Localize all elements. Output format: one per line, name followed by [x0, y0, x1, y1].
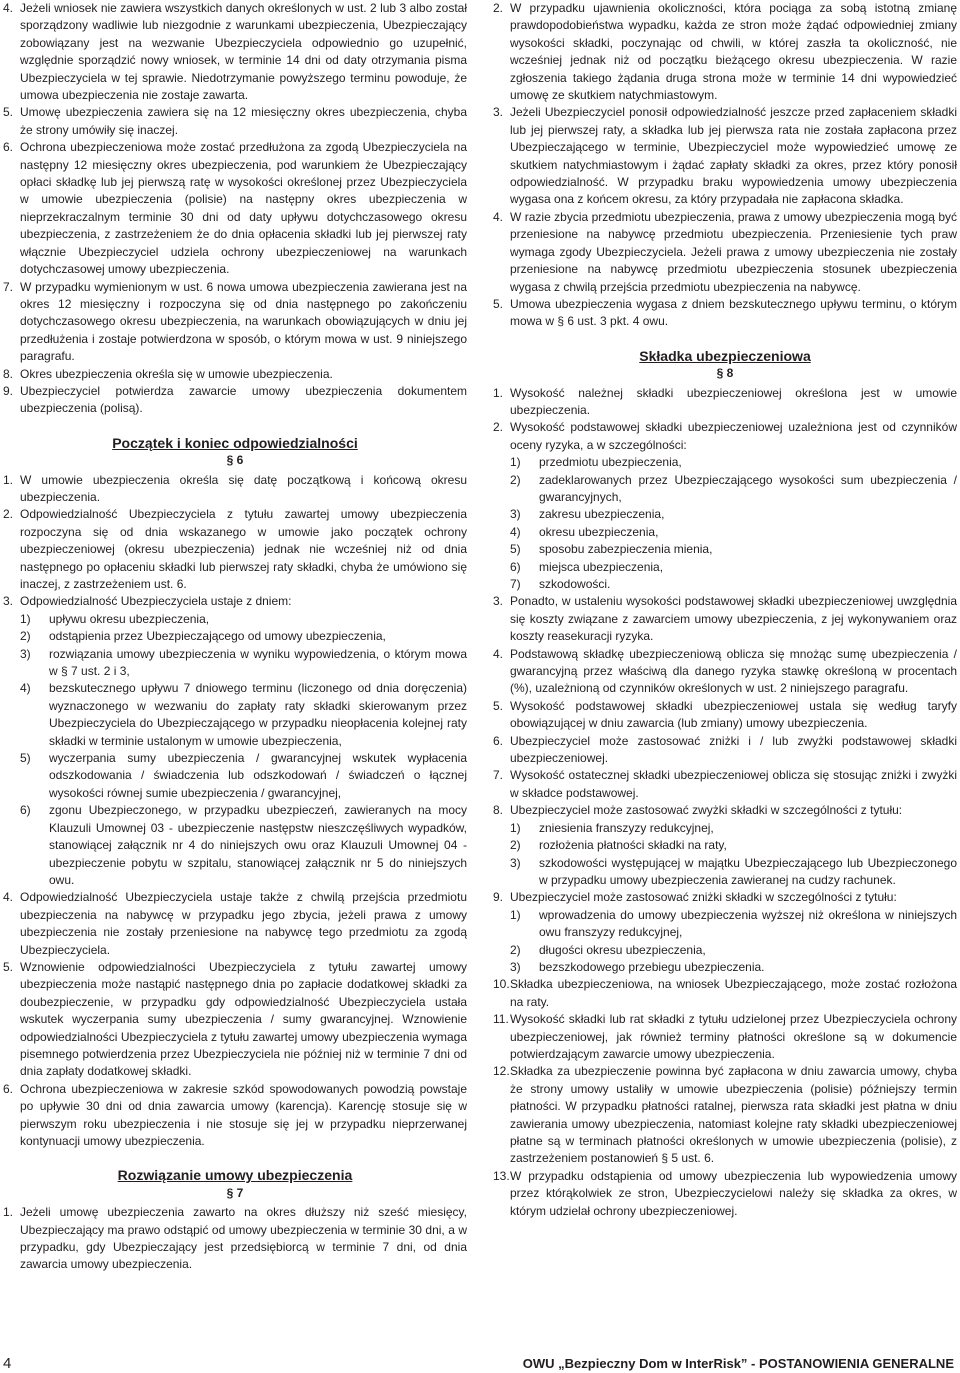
sub-item [3, 750, 467, 802]
list-item [3, 279, 467, 366]
item-number: 13. [493, 1168, 510, 1183]
sub-item [493, 559, 957, 576]
section-title: Rozwiązanie umowy ubezpieczenia [117, 1167, 353, 1184]
item-number: 5. [493, 698, 504, 713]
item-number: 6. [493, 733, 504, 748]
item-text: Jeżeli umowę ubezpieczenia zawarto na okres dłuższy niż sześć miesięcy, Ubezpieczający ma prawo odstąpić od umowy ubezpieczenia w terminie 30 dni, a w przypadku, gdy Ubezpieczający jest przedsiębiorcą w terminie 7 dni, od dnia zawarcia umowy ubezpieczenia. [20, 1205, 467, 1272]
item-text: długości okresu ubezpieczenia, [539, 942, 706, 957]
item-text: Wysokość ostatecznej składki ubezpieczeniowej oblicza się stosując zniżki i zwyżki w składce podstawowej. [510, 768, 957, 800]
item-number: 7) [510, 577, 521, 591]
item-number: 8. [3, 366, 14, 381]
item-number: 7. [493, 768, 504, 783]
sub-item [3, 611, 467, 628]
list-item [3, 889, 467, 959]
item-text: Ubezpieczyciel może zastosować zniżki składki w szczególności z tytułu: [510, 890, 897, 905]
item-text: bezskutecznego upływu 7 dniowego terminu (liczonego od dnia doręczenia) wyznaczonego w wezwaniu do zapłaty raty składki skierowanym przez Ubezpieczyciela do Ubezpieczającego w przypadku nieopłacenia kolejnej raty składki w terminie ustalonym w umowie ubezpieczenia, [49, 681, 467, 748]
list-item [493, 593, 957, 645]
item-text: okresu ubezpieczenia, [539, 524, 659, 539]
item-text: przedmiotu ubezpieczenia, [539, 455, 682, 470]
list-item [493, 1063, 957, 1167]
sub-list [493, 820, 957, 890]
item-text: Podstawową składkę ubezpieczeniową oblicza się mnożąc sumę ubezpieczenia / gwarancyjną przez właściwą dla danego ryzyka stawkę określoną w procentach (%), uzależnioną od czynników określonych w ust. 2 niniejszego paragrafu. [510, 646, 957, 696]
item-text: bezszkodowego przebiegu ubezpieczenia. [539, 959, 765, 974]
sub-item [3, 802, 467, 889]
item-number: 7. [3, 279, 14, 294]
item-text: wyczerpania sumy ubezpieczenia / gwarancyjnej wskutek wypłacenia odszkodowania / świadczenia lub odszkodowań / świadczeń o łącznej wysokości równej sumie ubezpieczenia / gwarancyjnej, [49, 751, 467, 800]
list-item [493, 1168, 957, 1220]
sub-item [493, 576, 957, 593]
item-number: 3) [510, 855, 521, 870]
sub-item [493, 506, 957, 523]
item-number: 6) [20, 803, 31, 818]
item-number: 4. [493, 209, 504, 224]
item-number: 2. [493, 1, 504, 15]
item-number: 1) [510, 455, 521, 470]
item-number: 4. [3, 1, 14, 15]
list-item [3, 959, 467, 1081]
item-number: 3. [493, 105, 504, 120]
list-item [493, 733, 957, 768]
item-text: W przypadku odstąpienia od umowy ubezpieczenia lub wypowiedzenia umowy przez którąkolwiek ze stron, Ubezpieczycielowi należy się składka za okres, w którym udzielał ochrony ubezpieczeniowej. [510, 1168, 957, 1218]
item-number: 1. [3, 472, 14, 487]
sub-item [3, 646, 467, 681]
paragraph-number: § 7 [226, 1185, 244, 1200]
item-number: 2. [493, 420, 504, 435]
sub-item [493, 855, 957, 890]
item-text: zadeklarowanych przez Ubezpieczającego wysokości sum ubezpieczenia / gwarancyjnych, [539, 472, 957, 504]
list-item [493, 104, 957, 208]
item-number: 5. [3, 959, 14, 974]
item-text: Ochrona ubezpieczeniowa w zakresie szkód spowodowanych powodzią powstaje po upływie 30 dni od dnia zawarcia umowy (karencja). Karencję stosuje się w pierwszym roku ubezpieczenia i nie stosuje się jej w przypadku nieprzerwanej kontynuacji umowy ubezpieczenia. [20, 1081, 467, 1148]
sub-item [493, 959, 957, 976]
item-number: 6. [3, 1081, 14, 1096]
item-text: Okres ubezpieczenia określa się w umowie ubezpieczenia. [20, 366, 333, 381]
item-number: 9. [3, 383, 14, 398]
item-number: 5. [3, 105, 14, 120]
sub-item [3, 628, 467, 645]
item-number: 2) [20, 629, 31, 644]
list-item [493, 0, 957, 104]
list-item [3, 383, 467, 418]
list-item [3, 0, 467, 104]
item-number: 1) [510, 820, 521, 835]
item-text: W razie zbycia przedmiotu ubezpieczenia, prawa z umowy ubezpieczenia mogą być przeniesione na nabywcę przedmiotu ubezpieczenia. Przeniesienie tych praw wymaga zgody Ubezpieczyciela. Jeżeli prawa z umowy ubezpieczenia nie zostały przeniesione na nabywcę przedmiotu ubezpieczenia stosunek ubezpieczenia wygasa z chwilą przejścia przedmiotu ubezpieczenia na nabywcę. [510, 209, 957, 294]
left-column [3, 0, 467, 1274]
section-list [493, 593, 957, 819]
item-text: Ponadto, w ustaleniu wysokości podstawowej składki ubezpieczeniowej uwzględnia się koszty związane z zawarciem umowy ubezpieczenia, z jej wykonywaniem oraz koszty reasekuracji ryzyka. [510, 594, 957, 644]
item-text: Jeżeli Ubezpieczyciel ponosił odpowiedzialność jeszcze przed zapłaceniem składki lub jej pierwszej raty, a składka lub jej pierwsza rata nie została zapłacona przez Ubezpieczającego w terminie, Ubezpieczyciel może wypowiedzieć umowę ze skutkiem natychmiastowym i żądać zapłaty składki za okres, przez który ponosił odpowiedzialność. W przypadku braku wypowiedzenia umowy ubezpieczenia wygasa ona z końcem okresu, za który przypadała nie zapłacona składka. [510, 105, 957, 207]
list-item [3, 366, 467, 383]
item-text: rozłożenia płatności składki na raty, [539, 838, 727, 853]
sub-item [493, 820, 957, 837]
item-number: 1. [3, 1205, 14, 1220]
page-number: 4 [3, 1355, 12, 1372]
list-item [3, 506, 467, 593]
list-item [493, 296, 957, 331]
list-item [493, 385, 957, 420]
list-item [3, 139, 467, 278]
item-number: 3) [510, 507, 521, 522]
item-number: 2. [3, 507, 14, 522]
item-number: 3. [3, 594, 14, 609]
sub-item [493, 942, 957, 959]
document-title: OWU „Bezpieczny Dom w InterRisk” - POSTANOWIENIA GENERALNE [522, 1356, 954, 1371]
item-text: Wysokość podstawowej składki ubezpieczeniowej ustala się według taryfy obowiązującej w dniu zawarcia (lub zmiany) umowy ubezpieczenia. [510, 698, 957, 731]
section-list [493, 889, 957, 906]
item-number: 3) [510, 959, 521, 974]
list-item [3, 593, 467, 610]
item-number: 6) [510, 559, 521, 574]
sub-item [493, 837, 957, 854]
item-text: szkodowości. [539, 577, 611, 591]
section-list [3, 472, 467, 611]
item-text: Ubezpieczyciel może zastosować zniżki i / lub zwyżki podstawowej składki ubezpieczeniowej. [510, 733, 957, 766]
sub-item [493, 472, 957, 507]
item-number: 5. [493, 296, 504, 311]
item-number: 4) [20, 681, 31, 696]
item-text: Ubezpieczyciel potwierdza zawarcie umowy ubezpieczenia dokumentem ubezpieczenia (polisą). [20, 383, 467, 416]
paragraph-number: § 8 [716, 366, 734, 381]
section-list [493, 385, 957, 455]
item-number: 2) [510, 472, 521, 487]
list-item [3, 1204, 467, 1274]
paragraph-number: § 6 [226, 453, 244, 468]
item-number: 4. [3, 890, 14, 905]
item-text: Ubezpieczyciel może zastosować zwyżki składki w szczególności z tytułu: [510, 803, 903, 818]
item-text: Wysokość należnej składki ubezpieczeniowej określona jest w umowie ubezpieczenia. [510, 385, 957, 417]
section-title: Składka ubezpieczeniowa [639, 347, 811, 364]
sub-item [493, 524, 957, 541]
item-number: 1) [510, 907, 521, 922]
list-item [493, 976, 957, 1011]
item-text: odstąpienia przez Ubezpieczającego od umowy ubezpieczenia, [49, 629, 386, 644]
list-item [493, 767, 957, 802]
list-item [493, 419, 957, 454]
item-text: zgonu Ubezpieczonego, w przypadku ubezpieczeń, zawieranych na mocy Klauzuli Umownej 03 - ubezpieczenie następstw nieszczęśliwych wypadków, stanowiącej załącznik nr 4 do niniejszych owu oraz Klauzuli Umownej 04 - ubezpieczenie pobytu w szpitalu, stanowiącej załącznik nr 5 do niniejszych owu. [49, 803, 467, 887]
item-text: Wznowienie odpowiedzialności Ubezpieczyciela z tytułu zawartej umowy ubezpieczenia może nastąpić następnego dnia po zapłacie dodatkowej składki za doubezpieczenie, w przypadku gdy odpowiedzialność Ubezpieczyciela ustała wskutek wyczerpania sumy ubezpieczenia / sumy gwarancyjnej. Wznowienie odpowiedzialności Ubezpieczyciela z tytułu zawartej umowy ubezpieczenia wymaga pisemnego potwierdzenia przez Ubezpieczyciela nie później niż w terminie 7 dni od dnia zapłaty dodatkowej składki. [20, 959, 467, 1079]
item-text: Ochrona ubezpieczeniowa może zostać przedłużona za zgodą Ubezpieczyciela na następny 12 miesięczny okres ubezpieczenia, pod warunkiem że Ubezpieczający opłaci składkę lub jej pierwszą ratę w wysokości określonej przez Ubezpieczyciela w umowie ubezpieczenia (polisie) na następny okres ubezpieczenia w nieprzekraczalnym terminie 30 dni od daty upływu dotychczasowego okresu ubezpieczenia, z zastrzeżeniem że do dnia opłacenia składki lub jej pierwszej raty włącznie Ubezpieczyciel udziela ochrony ubezpieczeniowej na warunkach dotychczasowej umowy ubezpieczenia. [20, 140, 467, 277]
item-number: 5) [20, 751, 31, 766]
item-number: 10. [493, 977, 510, 992]
sub-list [493, 454, 957, 593]
item-text: Składka za ubezpieczenie powinna być zapłacona w dniu zawarcia umowy, chyba że strony umowy ustaliły w umowie ubezpieczenia (polisie) późniejszy termin płatności. W przypadku płatności ratalnej, pierwsza rata składki jest płatna w dniu zawierania umowy ubezpieczenia, natomiast kolejne raty składki ubezpieczeniowej płatne są w terminach płatności określonych w umowie ubezpieczenia (polisie), z zastrzeżeniem postanowień § 5 ust. 6. [510, 1064, 957, 1166]
item-number: 12. [493, 1064, 510, 1079]
list-item [493, 1011, 957, 1063]
item-text: Wysokość składki lub rat składki z tytułu udzielonej przez Ubezpieczyciela ochrony ubezpieczeniowej, jak również terminy płatności określone są w dokumencie potwierdzającym zawarcie umowy ubezpieczenia. [510, 1012, 957, 1061]
item-number: 8. [493, 803, 504, 818]
right-column [493, 0, 957, 1220]
item-number: 6. [3, 140, 14, 155]
item-text: Odpowiedzialność Ubezpieczyciela z tytułu zawartej umowy ubezpieczenia rozpoczyna się od dnia wskazanego w umowie jako początek ochrony ubezpieczeniowej (okresu ubezpieczenia) jednak nie wcześniej niż od dnia następnego po opłaceniu składki lub pierwszej raty składki, chyba że umówiono się inaczej, z zastrzeżeniem ust. 6. [20, 507, 467, 591]
list-item [493, 698, 957, 733]
list-item [493, 646, 957, 698]
list-item [493, 889, 957, 906]
sub-list [3, 611, 467, 890]
item-number: 4. [493, 646, 504, 661]
section-list [3, 889, 467, 1150]
item-text: Umowę ubezpieczenia zawiera się na 12 miesięczny okres ubezpieczenia, chyba że strony umówiły się inaczej. [20, 105, 467, 137]
item-text: miejsca ubezpieczenia, [539, 559, 664, 574]
sub-item [493, 541, 957, 558]
item-text: Składka ubezpieczeniowa, na wniosek Ubezpieczającego, może zostać rozłożona na raty. [510, 977, 957, 1009]
list-item [493, 209, 957, 296]
item-text: Umowa ubezpieczenia wygasa z dniem bezskutecznego upływu terminu, o którym mowa w § 6 ust. 3 pkt. 4 owu. [510, 296, 957, 329]
item-text: Odpowiedzialność Ubezpieczyciela ustaje także z chwilą przejścia przedmiotu ubezpieczenia na nabywcę w przypadku jego zbycia, jeżeli prawa z umowy ubezpieczenia nie zostały przeniesione na nabywcę tego przedmiotu za zgodą Ubezpieczyciela. [20, 890, 467, 957]
list-item [493, 802, 957, 819]
sub-list [493, 907, 957, 977]
item-number: 11. [493, 1012, 509, 1027]
item-number: 3) [20, 646, 31, 661]
item-number: 1. [493, 385, 504, 400]
item-number: 3. [493, 594, 504, 609]
item-text: zniesienia franszyzy redukcyjnej, [539, 820, 714, 835]
item-number: 4) [510, 524, 521, 539]
intro-list [3, 0, 467, 418]
list-item [3, 104, 467, 139]
section-list [3, 1204, 467, 1274]
item-number: 5) [510, 542, 521, 557]
item-number: 2) [510, 838, 521, 853]
sub-item [493, 454, 957, 471]
item-text: upływu okresu ubezpieczenia, [49, 611, 210, 626]
item-text: Wysokość podstawowej składki ubezpieczeniowej uzależniona jest od czynników oceny ryzyka, a w szczególności: [510, 420, 957, 452]
sub-item [493, 907, 957, 942]
item-number: 9. [493, 890, 504, 905]
item-text: W umowie ubezpieczenia określa się datę początkową i końcową okresu ubezpieczenia. [20, 472, 467, 504]
item-text: Jeżeli wniosek nie zawiera wszystkich danych określonych w ust. 2 lub 3 albo został sporządzony wadliwie lub niezgodnie z warunkami ubezpieczenia, Ubezpieczający zobowiązany jest na wezwanie Ubezpieczyciela odpowiednio go uzupełnić, względnie sporządzić nowy wniosek, w terminie 14 dni od daty otrzymania pisma Ubezpieczyciela w tej sprawie. Niedotrzymanie powyższego terminu powoduje, że umowa ubezpieczenia nie zostaje zawarta. [20, 1, 467, 103]
item-text: W przypadku wymienionym w ust. 6 nowa umowa ubezpieczenia zawierana jest na okres 12 miesięczny i rozpoczyna się od dnia następnego po zakończeniu dotychczasowego okresu ubezpieczenia, na warunkach obowiązujących w dniu jej przedłużenia i zostaje potwierdzona w sposób, o którym mowa w ust. 9 niniejszego paragrafu. [20, 279, 467, 364]
item-number: 1) [20, 611, 31, 626]
item-number: 2) [510, 942, 521, 957]
sub-item [3, 680, 467, 750]
item-text: W przypadku ujawnienia okoliczności, która pociąga za sobą istotną zmianę prawdopodobieństwa wypadku, każda ze stron może żądać odpowiedniej zmiany wysokości składki, poczynając od chwili, w której zaszła ta okoliczność, nie wcześniej jednak niż od początku bieżącego okresu ubezpieczenia. W razie zgłoszenia takiego żądania druga strona może w terminie 14 dni wypowiedzieć umowę ze skutkiem natychmiastowym. [510, 1, 957, 103]
item-text: rozwiązania umowy ubezpieczenia w wyniku wypowiedzenia, o którym mowa w § 7 ust. 2 i 3, [49, 646, 467, 679]
section-title: Początek i koniec odpowiedzialności [112, 434, 358, 451]
item-text: sposobu zabezpieczenia mienia, [539, 542, 713, 557]
section-list [493, 0, 957, 331]
item-text: Odpowiedzialność Ubezpieczyciela ustaje z dniem: [20, 594, 292, 609]
item-text: szkodowości występującej w majątku Ubezpieczającego lub Ubezpieczonego w przypadku umowy ubezpieczenia zawieranej na cudzy rachunek. [539, 855, 957, 887]
item-text: wprowadzenia do umowy ubezpieczenia wyższej niż określona w niniejszych owu franszyzy redukcyjnej, [539, 907, 957, 940]
section-list [493, 976, 957, 1220]
item-text: zakresu ubezpieczenia, [539, 507, 665, 522]
list-item [3, 472, 467, 507]
list-item [3, 1081, 467, 1151]
